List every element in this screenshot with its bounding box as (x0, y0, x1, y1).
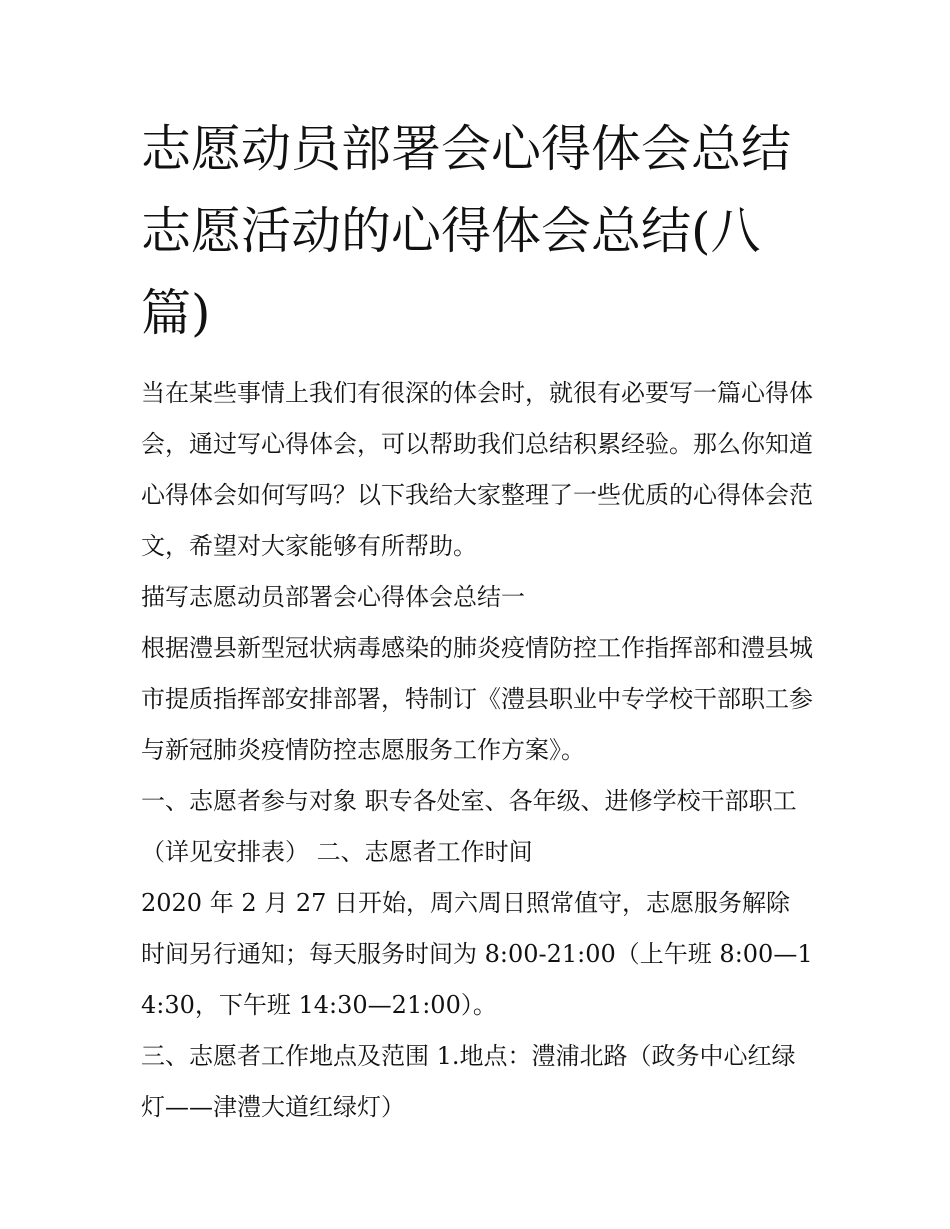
body-paragraph: 一、志愿者参与对象 职专各处室、各年级、进修学校干部职工（详见安排表） 二、志愿者工作时间 (141, 787, 797, 866)
document-body (141, 368, 813, 1133)
document-title: 志愿动员部署会心得体会总结志愿活动的心得体会总结(八篇) (141, 120, 791, 342)
document-page (141, 108, 813, 1133)
intro-paragraph: 当在某些事情上我们有很深的体会时，就很有必要写一篇心得体会，通过写心得体会，可以帮助我们总结积累经验。那么你知道心得体会如何写吗？以下我给大家整理了一些优质的心得体会范文，希望对大家能够有所帮助。 (141, 379, 813, 560)
body-paragraph: 2020 年 2 月 27 日开始，周六周日照常值守，志愿服务解除时间另行通知；每天服务时间为 8:00-21:00（上午班 8:00—14:30，下午班 14:30—21:00）。 (141, 889, 813, 1019)
section-heading: 描写志愿动员部署会心得体会总结一 (141, 583, 525, 611)
body-paragraph: 根据澧县新型冠状病毒感染的肺炎疫情防控工作指挥部和澧县城市提质指挥部安排部署，特制订《澧县职业中专学校干部职工参与新冠肺炎疫情防控志愿服务工作方案》。 (141, 634, 813, 764)
body-paragraph: 三、志愿者工作地点及范围 1.地点：澧浦北路（政务中心红绿灯——津澧大道红绿灯） (141, 1042, 796, 1121)
